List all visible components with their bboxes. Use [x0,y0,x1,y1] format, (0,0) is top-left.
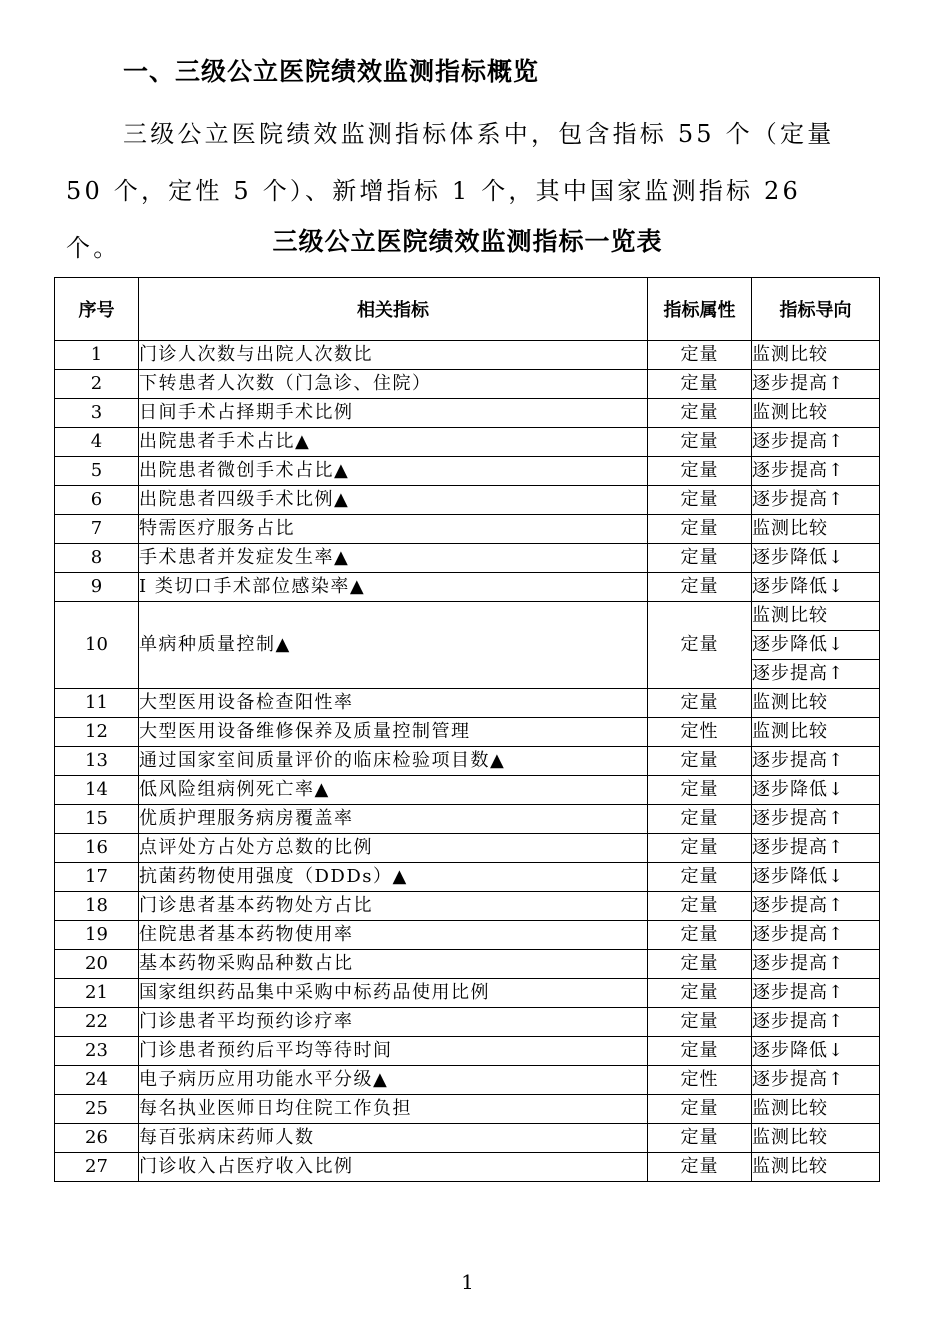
row-direction: 逐步提高↑ [752,486,880,515]
row-attribute: 定量 [648,979,752,1008]
row-seq: 1 [55,341,139,370]
row-attribute: 定量 [648,399,752,428]
row-direction: 监测比较 [752,1153,880,1182]
row-indicator: 特需医疗服务占比 [139,515,648,544]
row-direction: 逐步提高↑ [752,1008,880,1037]
page-number: 1 [461,1270,474,1294]
row-attribute: 定性 [648,718,752,747]
table-row [55,747,880,776]
row-indicator: 住院患者基本药物使用率 [139,921,648,950]
table-row [55,718,880,747]
table-row [55,428,880,457]
row-indicator: 国家组织药品集中采购中标药品使用比例 [139,979,648,1008]
row-seq: 20 [55,950,139,979]
row-seq: 23 [55,1037,139,1066]
row-indicator: 大型医用设备维修保养及质量控制管理 [139,718,648,747]
row-seq: 2 [55,370,139,399]
row-attribute: 定量 [648,689,752,718]
table-row [55,1066,880,1095]
row-indicator: 日间手术占择期手术比例 [139,399,648,428]
table-row [55,486,880,515]
row-indicator: 点评处方占处方总数的比例 [139,834,648,863]
table-row [55,689,880,718]
row-indicator: 通过国家室间质量评价的临床检验项目数▲ [139,747,648,776]
row-direction: 逐步提高↑ [752,457,880,486]
table-row [55,776,880,805]
row-seq: 22 [55,1008,139,1037]
row-direction: 逐步提高↑ [752,892,880,921]
row-attribute: 定量 [648,1008,752,1037]
row-seq: 15 [55,805,139,834]
table-row [55,399,880,428]
row-indicator: 基本药物采购品种数占比 [139,950,648,979]
row-seq: 5 [55,457,139,486]
row-attribute: 定量 [648,747,752,776]
header-direction: 指标导向 [752,278,880,341]
row-seq: 14 [55,776,139,805]
table-row [55,892,880,921]
table-row [55,573,880,602]
table-row [55,834,880,863]
row-attribute: 定量 [648,1095,752,1124]
row-seq: 8 [55,544,139,573]
row-indicator: 抗菌药物使用强度（DDDs）▲ [139,863,648,892]
row-attribute: 定量 [648,486,752,515]
table-row [55,341,880,370]
row-indicator: 出院患者微创手术占比▲ [139,457,648,486]
row-indicator: 优质护理服务病房覆盖率 [139,805,648,834]
row-direction: 监测比较 [752,515,880,544]
row-indicator: 门诊患者基本药物处方占比 [139,892,648,921]
row-attribute: 定量 [648,921,752,950]
row-indicator: I 类切口手术部位感染率▲ [139,573,648,602]
table-header-row [55,278,880,341]
row-indicator: 低风险组病例死亡率▲ [139,776,648,805]
row-direction: 逐步提高↑ [752,1066,880,1095]
row-direction: 监测比较 [752,1095,880,1124]
header-seq: 序号 [55,278,139,341]
row-direction: 逐步提高↑ [752,370,880,399]
table-row [55,979,880,1008]
row-direction: 逐步降低↓ [752,573,880,602]
row-seq: 19 [55,921,139,950]
intro-text: 三级公立医院绩效监测指标体系中，包含指标 55 个（定量 50 个，定性 5 个）、新增指标 1 个，其中国家监测指标 26 个。 [66,120,835,262]
row-seq: 24 [55,1066,139,1095]
row-attribute: 定量 [648,776,752,805]
table-row [55,1095,880,1124]
row-attribute: 定量 [648,863,752,892]
table-row [55,602,880,631]
row-attribute: 定量 [648,1037,752,1066]
table-row [55,1153,880,1182]
indicator-table [54,277,880,1182]
row-attribute: 定量 [648,457,752,486]
row-attribute: 定量 [648,1124,752,1153]
table-row [55,370,880,399]
row-attribute: 定量 [648,950,752,979]
row-direction: 逐步降低↓ [752,776,880,805]
table-title: 三级公立医院绩效监测指标一览表 [272,227,663,256]
table-row [55,1008,880,1037]
table-row [55,515,880,544]
row-indicator: 下转患者人次数（门急诊、住院） [139,370,648,399]
table-row [55,457,880,486]
row-attribute: 定量 [648,428,752,457]
row-indicator: 门诊人次数与出院人次数比 [139,341,648,370]
row-seq: 25 [55,1095,139,1124]
row-seq: 21 [55,979,139,1008]
row-seq: 4 [55,428,139,457]
row-seq: 18 [55,892,139,921]
row-attribute: 定量 [648,370,752,399]
row-direction: 逐步降低↓ [752,1037,880,1066]
row-attribute: 定量 [648,515,752,544]
row-seq: 3 [55,399,139,428]
table-row [55,1037,880,1066]
row-seq: 9 [55,573,139,602]
table-row [55,805,880,834]
row-indicator: 单病种质量控制▲ [139,602,648,689]
section-heading: 一、三级公立医院绩效监测指标概览 [123,57,540,86]
row-direction: 逐步提高↑ [752,979,880,1008]
row-indicator: 手术患者并发症发生率▲ [139,544,648,573]
row-seq: 7 [55,515,139,544]
row-attribute: 定量 [648,602,752,689]
row-seq: 6 [55,486,139,515]
row-indicator: 每名执业医师日均住院工作负担 [139,1095,648,1124]
row-attribute: 定量 [648,805,752,834]
row-direction: 逐步提高↑ [752,950,880,979]
row-direction: 逐步提高↑ [752,660,880,689]
header-attribute: 指标属性 [648,278,752,341]
row-direction: 逐步降低↓ [752,863,880,892]
row-direction: 监测比较 [752,341,880,370]
row-seq: 13 [55,747,139,776]
row-indicator: 每百张病床药师人数 [139,1124,648,1153]
header-indicator: 相关指标 [139,278,648,341]
row-direction: 逐步提高↑ [752,805,880,834]
row-direction: 逐步降低↓ [752,631,880,660]
row-indicator: 门诊患者平均预约诊疗率 [139,1008,648,1037]
table-row [55,544,880,573]
row-direction: 逐步提高↑ [752,747,880,776]
row-attribute: 定量 [648,544,752,573]
row-seq: 17 [55,863,139,892]
row-seq: 27 [55,1153,139,1182]
row-direction: 监测比较 [752,718,880,747]
row-seq: 10 [55,602,139,689]
row-direction: 逐步提高↑ [752,834,880,863]
table-row [55,1124,880,1153]
row-direction: 监测比较 [752,602,880,631]
row-indicator: 门诊收入占医疗收入比例 [139,1153,648,1182]
row-indicator: 大型医用设备检查阳性率 [139,689,648,718]
table-body [55,341,880,1182]
row-indicator: 门诊患者预约后平均等待时间 [139,1037,648,1066]
row-attribute: 定量 [648,834,752,863]
row-indicator: 出院患者四级手术比例▲ [139,486,648,515]
row-direction: 监测比较 [752,689,880,718]
table-row [55,921,880,950]
row-direction: 逐步提高↑ [752,921,880,950]
row-attribute: 定量 [648,892,752,921]
row-seq: 16 [55,834,139,863]
row-attribute: 定量 [648,341,752,370]
row-attribute: 定量 [648,1153,752,1182]
row-seq: 12 [55,718,139,747]
row-direction: 监测比较 [752,1124,880,1153]
row-direction: 监测比较 [752,399,880,428]
row-direction: 逐步降低↓ [752,544,880,573]
row-seq: 26 [55,1124,139,1153]
row-attribute: 定量 [648,573,752,602]
row-indicator: 出院患者手术占比▲ [139,428,648,457]
table-row [55,950,880,979]
row-attribute: 定性 [648,1066,752,1095]
table-row [55,863,880,892]
row-indicator: 电子病历应用功能水平分级▲ [139,1066,648,1095]
row-seq: 11 [55,689,139,718]
row-direction: 逐步提高↑ [752,428,880,457]
